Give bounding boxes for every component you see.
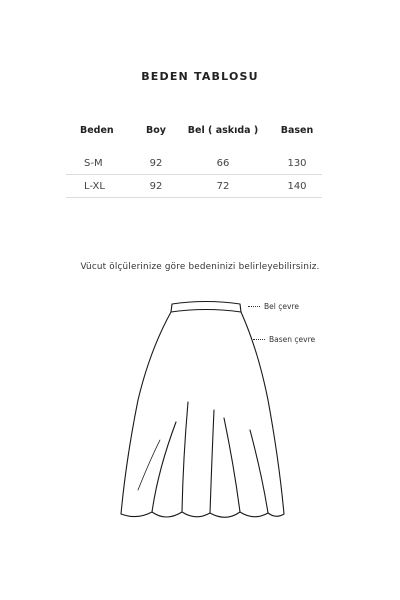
cell-waist: 72 bbox=[216, 180, 230, 192]
table-row bbox=[66, 175, 322, 198]
dotted-leader-icon bbox=[253, 339, 265, 340]
header-basen: Basen bbox=[280, 124, 314, 136]
table-row bbox=[66, 152, 322, 175]
cell-length: 92 bbox=[149, 157, 163, 169]
dotted-leader-icon bbox=[248, 306, 260, 307]
measurement-note: Vücut ölçülerinize göre bedeninizi belirleyebilirsiniz. bbox=[80, 262, 320, 272]
hip-callout bbox=[253, 335, 315, 344]
header-bel: Bel ( askıda ) bbox=[187, 124, 259, 136]
cell-waist: 66 bbox=[216, 157, 230, 169]
header-boy: Boy bbox=[146, 124, 166, 136]
waist-label: Bel çevre bbox=[264, 302, 299, 311]
cell-size: S-M bbox=[84, 157, 103, 169]
skirt-outline-icon bbox=[0, 290, 400, 530]
waist-callout bbox=[248, 302, 299, 311]
cell-size: L-XL bbox=[84, 180, 105, 192]
cell-length: 92 bbox=[149, 180, 163, 192]
size-table bbox=[66, 118, 322, 198]
skirt-illustration bbox=[0, 290, 400, 530]
table-header bbox=[66, 118, 322, 142]
cell-hip: 130 bbox=[287, 157, 307, 169]
header-beden: Beden bbox=[80, 124, 114, 136]
hip-label: Basen çevre bbox=[269, 335, 316, 344]
page-title: BEDEN TABLOSU bbox=[141, 70, 259, 83]
cell-hip: 140 bbox=[287, 180, 307, 192]
